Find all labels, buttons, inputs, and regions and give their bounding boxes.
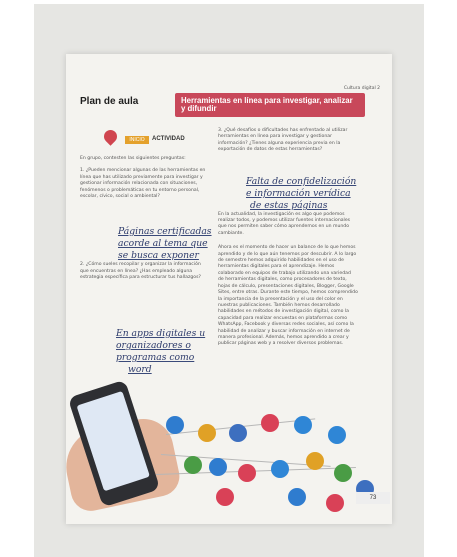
network-icon (229, 424, 247, 442)
mobile-icon (216, 488, 234, 506)
cart-icon (326, 494, 344, 512)
photo-of-textbook-page (34, 4, 424, 557)
camera-icon (261, 414, 279, 432)
phone-network-illustration (66, 364, 392, 524)
paragraph-1: En la actualidad, la investigación es algo que podemos realizar todos, y podemos utilizar fuentes internacionales que nos permiten saber cómo aprendemos en un mundo cambiante. (218, 211, 351, 236)
plan-label: Plan de aula (80, 96, 139, 107)
running-head: Cultura digital 2 (343, 86, 380, 91)
handwritten-answer-3: Falta de confidelización e información verídica de estas páginas (246, 176, 357, 211)
left-column (80, 156, 208, 282)
question-3: 3. ¿Qué desafíos o dificultades has enfrentado al utilizar herramientas en línea para investigar y gestionar información? ¿Tienes alguna experiencia previa en la exportación de datos de estas herramientas? (218, 128, 348, 153)
music-icon (306, 452, 324, 470)
paragraph-2: Ahora es el momento de hacer un balance de lo que hemos aprendido y de lo que aún tenemos por descubrir. A lo largo de semestre hemos adquirido habilidades en el uso de herramientas digitales para el aprendizaje. Hemos colaborado en equipos de trabajo utilizando una variedad de herramientas digitales, como procesadores de texto, hojas de cálculo, presentaciones digitales, Blogger, Google Sites, entre otras. Durante este tiempo, hemos comprendido la importancia de la presentación y el uso del color en nuestras publicaciones. También hemos desarrollado habilidades en métodos de investigación digital, como la capacidad para realizar encuestas en plataformas como WhatsApp, Facebook y diversas redes sociales, así como la habilidad de analizar y buscar información en internet de manera profesional. Además, hemos aprendido a crear y publicar páginas web y a resolver diversos problemas. (218, 245, 358, 347)
graph-icon (271, 460, 289, 478)
document-icon (184, 456, 202, 474)
question-1: 1. ¿Pueden mencionar algunas de las herramientas en línea que has utilizado previamente para investigar y gestionar información relacionada con situaciones, fenómenos o problemáticas en tu entorno personal, escolar, cívico, social o ambiental? (80, 168, 206, 200)
page-number-marker: 73 (356, 492, 390, 504)
folder-icon (328, 426, 346, 444)
question-2: 2. ¿Cómo sueles recopilar y organizar la información que encuentras en línea? ¿Has empleado alguna estrategia específica para estructurar tus hallazgos? (80, 262, 201, 281)
heart-icon (209, 458, 227, 476)
chat-icon (294, 416, 312, 434)
globe-icon (166, 416, 184, 434)
user-icon (238, 464, 256, 482)
share-icon (198, 424, 216, 442)
section-banner (175, 93, 365, 117)
section-title: ACTIVIDAD (152, 136, 185, 142)
right-column (218, 128, 358, 348)
upload-icon (288, 488, 306, 506)
intro-text: En grupo, contesten las siguientes preguntas: (80, 156, 186, 161)
banner-text: Herramientas en línea para investigar, analizar y difundir (181, 96, 353, 113)
handwritten-answer-1: Páginas certificadas acorde al tema que se busca exponer (118, 226, 212, 261)
monitor-icon (334, 464, 352, 482)
handwritten-answer-2: En apps digitales u organizadores o programas como word (116, 328, 206, 375)
section-tag: INICIO (125, 136, 149, 144)
